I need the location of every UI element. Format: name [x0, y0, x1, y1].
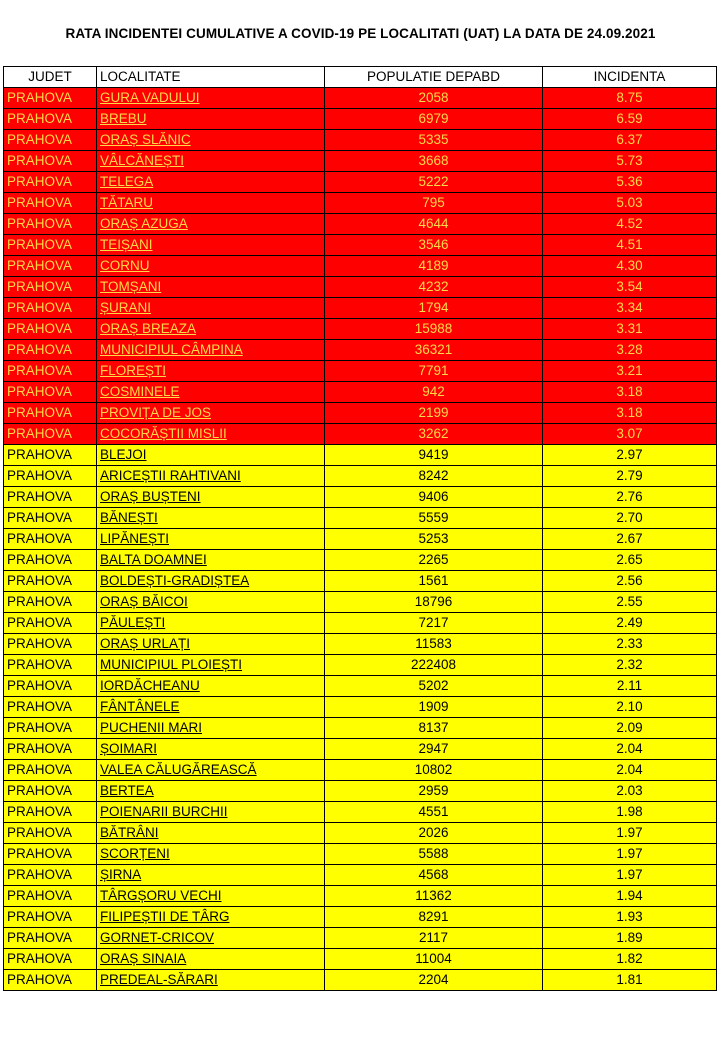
localitate-text: VÂLCĂNEȘTI	[100, 153, 185, 168]
table-row	[4, 739, 717, 760]
cell-populatie: 11362	[325, 886, 543, 907]
cell-localitate	[97, 445, 325, 466]
table-row	[4, 634, 717, 655]
cell-incidenta: 2.70	[543, 508, 717, 529]
cell-populatie: 1561	[325, 571, 543, 592]
cell-populatie: 4189	[325, 256, 543, 277]
localitate-text: BREBU	[100, 111, 147, 126]
cell-populatie: 11004	[325, 949, 543, 970]
cell-incidenta: 3.07	[543, 424, 717, 445]
cell-localitate	[97, 466, 325, 487]
localitate-text: COSMINELE	[100, 384, 180, 399]
cell-incidenta: 2.67	[543, 529, 717, 550]
cell-populatie: 15988	[325, 319, 543, 340]
table-row	[4, 109, 717, 130]
cell-populatie: 942	[325, 382, 543, 403]
localitate-text: CORNU	[100, 258, 150, 273]
cell-localitate	[97, 907, 325, 928]
cell-populatie: 36321	[325, 340, 543, 361]
localitate-text: ȘIRNA	[100, 867, 142, 882]
localitate-text: ORAȘ SLĂNIC	[100, 132, 191, 147]
cell-judet: PRAHOVA	[4, 886, 97, 907]
table-row	[4, 382, 717, 403]
cell-populatie: 1909	[325, 697, 543, 718]
cell-localitate	[97, 781, 325, 802]
table-row	[4, 718, 717, 739]
cell-localitate	[97, 340, 325, 361]
cell-incidenta: 1.97	[543, 865, 717, 886]
document-title: RATA INCIDENTEI CUMULATIVE A COVID-19 PE LOCALITATI (UAT) LA DATA DE 24.09.2021	[65, 26, 656, 41]
cell-localitate	[97, 382, 325, 403]
cell-populatie: 5559	[325, 508, 543, 529]
cell-judet: PRAHOVA	[4, 340, 97, 361]
cell-incidenta: 2.04	[543, 739, 717, 760]
localitate-text: BĂTRÂNI	[100, 825, 159, 840]
cell-populatie: 2265	[325, 550, 543, 571]
cell-incidenta: 2.49	[543, 613, 717, 634]
cell-localitate	[97, 970, 325, 991]
cell-populatie: 795	[325, 193, 543, 214]
localitate-text: FLOREȘTI	[100, 363, 167, 378]
cell-incidenta: 1.97	[543, 844, 717, 865]
table-row	[4, 928, 717, 949]
localitate-text: VALEA CĂLUGĂREASCĂ	[100, 762, 257, 777]
cell-judet: PRAHOVA	[4, 781, 97, 802]
localitate-text: PĂULEȘTI	[100, 615, 166, 630]
cell-localitate	[97, 739, 325, 760]
cell-judet: PRAHOVA	[4, 592, 97, 613]
cell-judet: PRAHOVA	[4, 928, 97, 949]
cell-localitate	[97, 361, 325, 382]
cell-populatie: 4551	[325, 802, 543, 823]
header-populatie: POPULATIE DEPABD	[325, 67, 543, 88]
localitate-text: BĂNEȘTI	[100, 510, 158, 525]
cell-localitate	[97, 214, 325, 235]
header-judet: JUDET	[4, 67, 97, 88]
cell-judet: PRAHOVA	[4, 235, 97, 256]
cell-populatie: 2959	[325, 781, 543, 802]
table-row	[4, 760, 717, 781]
cell-judet: PRAHOVA	[4, 571, 97, 592]
localitate-text: ORAȘ BUȘTENI	[100, 489, 201, 504]
cell-localitate	[97, 109, 325, 130]
cell-populatie: 8291	[325, 907, 543, 928]
cell-incidenta: 8.75	[543, 88, 717, 109]
table-row	[4, 592, 717, 613]
cell-incidenta: 1.89	[543, 928, 717, 949]
cell-populatie: 3668	[325, 151, 543, 172]
cell-populatie: 3262	[325, 424, 543, 445]
cell-incidenta: 1.98	[543, 802, 717, 823]
localitate-text: LIPĂNEȘTI	[100, 531, 170, 546]
cell-localitate	[97, 319, 325, 340]
cell-populatie: 5335	[325, 130, 543, 151]
cell-judet: PRAHOVA	[4, 256, 97, 277]
cell-populatie: 3546	[325, 235, 543, 256]
cell-judet: PRAHOVA	[4, 88, 97, 109]
cell-incidenta: 4.30	[543, 256, 717, 277]
cell-incidenta: 1.97	[543, 823, 717, 844]
cell-incidenta: 1.81	[543, 970, 717, 991]
cell-incidenta: 2.56	[543, 571, 717, 592]
cell-judet: PRAHOVA	[4, 298, 97, 319]
cell-populatie: 10802	[325, 760, 543, 781]
localitate-text: TELEGA	[100, 174, 154, 189]
table-row	[4, 949, 717, 970]
cell-localitate	[97, 256, 325, 277]
table-row	[4, 823, 717, 844]
localitate-text: ORAȘ BREAZA	[100, 321, 197, 336]
localitate-text: TÂRGȘORU VECHI	[100, 888, 222, 903]
cell-populatie: 9419	[325, 445, 543, 466]
localitate-text: GORNET-CRICOV	[100, 930, 215, 945]
cell-localitate	[97, 928, 325, 949]
cell-judet: PRAHOVA	[4, 172, 97, 193]
cell-localitate	[97, 760, 325, 781]
cell-judet: PRAHOVA	[4, 466, 97, 487]
localitate-text: BERTEA	[100, 783, 154, 798]
table-row	[4, 613, 717, 634]
cell-localitate	[97, 508, 325, 529]
table-row	[4, 445, 717, 466]
cell-judet: PRAHOVA	[4, 277, 97, 298]
table-row	[4, 865, 717, 886]
cell-judet: PRAHOVA	[4, 151, 97, 172]
incidence-table	[3, 66, 717, 991]
table-row	[4, 886, 717, 907]
table-body	[4, 88, 717, 991]
localitate-text: TOMȘANI	[100, 279, 162, 294]
table-row	[4, 277, 717, 298]
cell-incidenta: 3.18	[543, 403, 717, 424]
localitate-text: ORAȘ AZUGA	[100, 216, 188, 231]
table-row	[4, 88, 717, 109]
cell-incidenta: 5.03	[543, 193, 717, 214]
cell-judet: PRAHOVA	[4, 382, 97, 403]
cell-populatie: 2947	[325, 739, 543, 760]
cell-localitate	[97, 697, 325, 718]
cell-judet: PRAHOVA	[4, 970, 97, 991]
cell-judet: PRAHOVA	[4, 403, 97, 424]
cell-incidenta: 2.32	[543, 655, 717, 676]
cell-populatie: 7791	[325, 361, 543, 382]
table-row	[4, 844, 717, 865]
cell-judet: PRAHOVA	[4, 823, 97, 844]
cell-localitate	[97, 235, 325, 256]
cell-populatie: 8137	[325, 718, 543, 739]
cell-localitate	[97, 844, 325, 865]
cell-incidenta: 2.65	[543, 550, 717, 571]
cell-localitate	[97, 823, 325, 844]
cell-judet: PRAHOVA	[4, 655, 97, 676]
cell-localitate	[97, 529, 325, 550]
cell-localitate	[97, 949, 325, 970]
cell-incidenta: 2.76	[543, 487, 717, 508]
localitate-text: POIENARII BURCHII	[100, 804, 228, 819]
cell-localitate	[97, 718, 325, 739]
cell-populatie: 11583	[325, 634, 543, 655]
cell-judet: PRAHOVA	[4, 193, 97, 214]
cell-judet: PRAHOVA	[4, 130, 97, 151]
localitate-text: TĂTARU	[100, 195, 153, 210]
cell-populatie: 7217	[325, 613, 543, 634]
cell-judet: PRAHOVA	[4, 445, 97, 466]
cell-populatie: 2199	[325, 403, 543, 424]
localitate-text: BOLDEȘTI-GRADIȘTEA	[100, 573, 250, 588]
table-row	[4, 256, 717, 277]
cell-populatie: 2204	[325, 970, 543, 991]
cell-localitate	[97, 865, 325, 886]
localitate-text: MUNICIPIUL PLOIEȘTI	[100, 657, 243, 672]
table-row	[4, 781, 717, 802]
cell-localitate	[97, 802, 325, 823]
table-row	[4, 487, 717, 508]
cell-incidenta: 4.52	[543, 214, 717, 235]
table-row	[4, 235, 717, 256]
localitate-text: ORAȘ URLAȚI	[100, 636, 191, 651]
cell-judet: PRAHOVA	[4, 718, 97, 739]
localitate-text: PREDEAL-SĂRARI	[100, 972, 218, 987]
cell-populatie: 222408	[325, 655, 543, 676]
table-row	[4, 697, 717, 718]
localitate-text: ARICEȘTII RAHTIVANI	[100, 468, 241, 483]
cell-judet: PRAHOVA	[4, 844, 97, 865]
table-row	[4, 340, 717, 361]
table-row	[4, 361, 717, 382]
cell-incidenta: 4.51	[543, 235, 717, 256]
localitate-text: COCORĂȘTII MISLII	[100, 426, 227, 441]
cell-incidenta: 1.93	[543, 907, 717, 928]
table-row	[4, 214, 717, 235]
cell-populatie: 4644	[325, 214, 543, 235]
table-row	[4, 424, 717, 445]
cell-localitate	[97, 592, 325, 613]
header-localitate: LOCALITATE	[97, 67, 325, 88]
cell-localitate	[97, 193, 325, 214]
table-row	[4, 172, 717, 193]
header-incidenta: INCIDENTA	[543, 67, 717, 88]
cell-incidenta: 2.04	[543, 760, 717, 781]
cell-judet: PRAHOVA	[4, 760, 97, 781]
cell-localitate	[97, 634, 325, 655]
cell-judet: PRAHOVA	[4, 739, 97, 760]
cell-localitate	[97, 151, 325, 172]
cell-incidenta: 5.73	[543, 151, 717, 172]
cell-judet: PRAHOVA	[4, 508, 97, 529]
table-row	[4, 550, 717, 571]
cell-populatie: 5588	[325, 844, 543, 865]
cell-incidenta: 2.33	[543, 634, 717, 655]
table-row	[4, 130, 717, 151]
table-row	[4, 466, 717, 487]
localitate-text: SCORȚENI	[100, 846, 170, 861]
table-row	[4, 802, 717, 823]
cell-incidenta: 1.94	[543, 886, 717, 907]
cell-incidenta: 3.21	[543, 361, 717, 382]
cell-judet: PRAHOVA	[4, 802, 97, 823]
localitate-text: GURA VADULUI	[100, 90, 200, 105]
cell-incidenta: 2.79	[543, 466, 717, 487]
table-row	[4, 655, 717, 676]
cell-populatie: 5202	[325, 676, 543, 697]
table-row	[4, 508, 717, 529]
cell-judet: PRAHOVA	[4, 424, 97, 445]
cell-judet: PRAHOVA	[4, 529, 97, 550]
cell-localitate	[97, 886, 325, 907]
cell-localitate	[97, 403, 325, 424]
cell-incidenta: 1.82	[543, 949, 717, 970]
cell-incidenta: 3.28	[543, 340, 717, 361]
localitate-text: PROVIȚA DE JOS	[100, 405, 212, 420]
cell-populatie: 2026	[325, 823, 543, 844]
cell-populatie: 8242	[325, 466, 543, 487]
localitate-text: IORDĂCHEANU	[100, 678, 200, 693]
localitate-text: MUNICIPIUL CÂMPINA	[100, 342, 243, 357]
localitate-text: ORAȘ SINAIA	[100, 951, 187, 966]
cell-judet: PRAHOVA	[4, 613, 97, 634]
table-row	[4, 151, 717, 172]
cell-incidenta: 2.55	[543, 592, 717, 613]
cell-judet: PRAHOVA	[4, 214, 97, 235]
cell-incidenta: 3.34	[543, 298, 717, 319]
cell-incidenta: 5.36	[543, 172, 717, 193]
cell-localitate	[97, 655, 325, 676]
table-row	[4, 970, 717, 991]
cell-populatie: 1794	[325, 298, 543, 319]
cell-localitate	[97, 424, 325, 445]
cell-judet: PRAHOVA	[4, 697, 97, 718]
cell-judet: PRAHOVA	[4, 109, 97, 130]
cell-populatie: 4568	[325, 865, 543, 886]
cell-localitate	[97, 130, 325, 151]
table-row	[4, 529, 717, 550]
cell-localitate	[97, 613, 325, 634]
cell-judet: PRAHOVA	[4, 487, 97, 508]
localitate-text: TEIȘANI	[100, 237, 153, 252]
cell-judet: PRAHOVA	[4, 361, 97, 382]
cell-judet: PRAHOVA	[4, 949, 97, 970]
table-header-row	[4, 67, 717, 88]
localitate-text: BALTA DOAMNEI	[100, 552, 207, 567]
cell-incidenta: 2.10	[543, 697, 717, 718]
table-row	[4, 298, 717, 319]
localitate-text: PUCHENII MARI	[100, 720, 203, 735]
cell-incidenta: 2.97	[543, 445, 717, 466]
cell-localitate	[97, 88, 325, 109]
cell-incidenta: 3.18	[543, 382, 717, 403]
cell-judet: PRAHOVA	[4, 319, 97, 340]
cell-populatie: 5222	[325, 172, 543, 193]
localitate-text: ȘOIMARI	[100, 741, 158, 756]
table-row	[4, 676, 717, 697]
cell-localitate	[97, 676, 325, 697]
cell-judet: PRAHOVA	[4, 634, 97, 655]
cell-localitate	[97, 298, 325, 319]
localitate-text: FÂNTÂNELE	[100, 699, 180, 714]
localitate-text: ȘURANI	[100, 300, 152, 315]
cell-localitate	[97, 487, 325, 508]
table-row	[4, 571, 717, 592]
cell-incidenta: 2.11	[543, 676, 717, 697]
localitate-text: FILIPEȘTII DE TÂRG	[100, 909, 230, 924]
cell-incidenta: 6.59	[543, 109, 717, 130]
cell-localitate	[97, 550, 325, 571]
table-row	[4, 319, 717, 340]
cell-judet: PRAHOVA	[4, 865, 97, 886]
cell-localitate	[97, 172, 325, 193]
cell-incidenta: 6.37	[543, 130, 717, 151]
cell-incidenta: 3.31	[543, 319, 717, 340]
cell-populatie: 2117	[325, 928, 543, 949]
cell-incidenta: 2.03	[543, 781, 717, 802]
table-row	[4, 403, 717, 424]
table-row	[4, 907, 717, 928]
localitate-text: BLEJOI	[100, 447, 147, 462]
cell-incidenta: 3.54	[543, 277, 717, 298]
cell-localitate	[97, 277, 325, 298]
cell-populatie: 5253	[325, 529, 543, 550]
cell-populatie: 4232	[325, 277, 543, 298]
cell-populatie: 6979	[325, 109, 543, 130]
table-row	[4, 193, 717, 214]
cell-judet: PRAHOVA	[4, 676, 97, 697]
localitate-text: ORAȘ BĂICOI	[100, 594, 188, 609]
cell-incidenta: 2.09	[543, 718, 717, 739]
cell-localitate	[97, 571, 325, 592]
cell-judet: PRAHOVA	[4, 907, 97, 928]
cell-judet: PRAHOVA	[4, 550, 97, 571]
cell-populatie: 18796	[325, 592, 543, 613]
cell-populatie: 2058	[325, 88, 543, 109]
cell-populatie: 9406	[325, 487, 543, 508]
